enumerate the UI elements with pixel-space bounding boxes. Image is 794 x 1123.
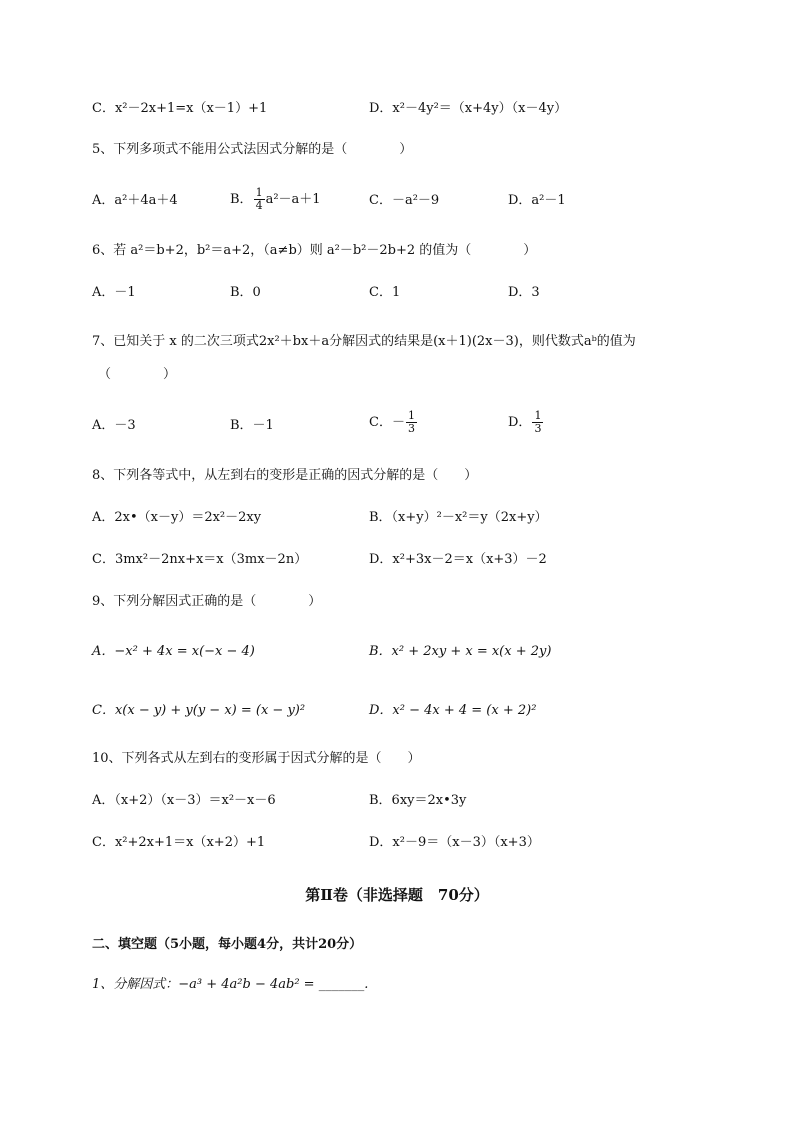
fill-blank-heading: 二、填空题（5小题，每小题4分，共计20分） (92, 937, 363, 952)
q9-option-c: C．x(x − y) + y(y − x) = (x − y)² (92, 703, 306, 718)
q5-option-b (230, 187, 321, 212)
q7-option-c (369, 410, 418, 435)
q6-option-c: C．1 (369, 285, 401, 300)
q4-option-c: C．x²－2x+1=x（x－1）+1 (92, 101, 268, 116)
q9-option-d: D．x² − 4x + 4 = (x + 2)² (369, 703, 537, 718)
q5-option-b-numerator: 1 (255, 186, 263, 199)
q5-option-b-label: B． (230, 192, 253, 207)
q10-option-a: A．（x+2）（x－3）＝x²－x－6 (92, 793, 276, 808)
q7-option-d-numerator: 1 (534, 409, 542, 422)
q5-stem: 5、下列多项式不能用公式法因式分解的是（ ） (92, 142, 413, 157)
q6-option-b: B．0 (230, 285, 261, 300)
q7-option-d (508, 410, 544, 435)
q10-stem: 10、下列各式从左到右的变形属于因式分解的是（ ） (92, 751, 421, 766)
q9-stem: 9、下列分解因式正确的是（ ） (92, 594, 322, 609)
q7-option-c-denominator: 3 (407, 422, 415, 435)
q5-option-b-rest: a²－a＋1 (265, 192, 321, 207)
q5-option-b-denominator: 4 (255, 199, 263, 212)
q9-option-b: B．x² + 2xy + x = x(x + 2y) (369, 644, 552, 659)
q9-option-a: A．−x² + 4x = x(−x − 4) (92, 644, 255, 659)
q10-option-d: D．x²－9＝（x－3）（x+3） (369, 835, 540, 850)
q8-option-c: C．3mx²－2nx+x＝x（3mx－2n） (92, 552, 308, 567)
q7-stem-blank: （ ） (98, 367, 177, 382)
section-2-title: 第Ⅱ卷（非选择题 70分） (305, 886, 489, 904)
q6-stem: 6、若 a²＝b+2，b²＝a+2，（a≠b）则 a²－b²－2b+2 的值为（ ） (92, 243, 537, 258)
q7-option-c-label: C．－ (369, 415, 405, 430)
q5-option-c: C．－a²－9 (369, 193, 440, 208)
q7-option-c-numerator: 1 (407, 409, 415, 422)
q5-option-a: A．a²＋4a＋4 (92, 193, 178, 208)
q7-option-d-denominator: 3 (534, 422, 542, 435)
q8-option-b: B．（x+y）²－x²＝y（2x+y） (369, 510, 548, 525)
q7-option-a: A．－3 (92, 418, 136, 433)
q10-option-b: B．6xy＝2x•3y (369, 793, 467, 808)
q4-option-d: D．x²－4y²＝（x+4y）（x－4y） (369, 101, 568, 116)
q7-stem: 7、已知关于 x 的二次三项式2x²＋bx＋a分解因式的结果是(x＋1)(2x－3)，则代数式aᵇ的值为 (92, 334, 636, 349)
q6-option-a: A．－1 (92, 285, 136, 300)
q5-option-b-fraction (254, 187, 265, 212)
q7-option-d-fraction (532, 410, 543, 435)
q8-option-a: A．2x•（x－y）＝2x²－2xy (92, 510, 262, 525)
q8-stem: 8、下列各等式中，从左到右的变形是正确的因式分解的是（ ） (92, 468, 478, 483)
q6-option-d: D．3 (508, 285, 540, 300)
fill-blank-q1: 1、分解因式：−a³ + 4a²b − 4ab² = _______. (92, 977, 369, 992)
q7-option-d-label: D． (508, 415, 532, 430)
q8-option-d: D．x²+3x－2＝x（x+3）－2 (369, 552, 547, 567)
q5-option-d: D．a²－1 (508, 193, 566, 208)
q7-option-c-fraction (406, 410, 417, 435)
q10-option-c: C．x²+2x+1＝x（x+2）+1 (92, 835, 266, 850)
q7-option-b: B．－1 (230, 418, 274, 433)
